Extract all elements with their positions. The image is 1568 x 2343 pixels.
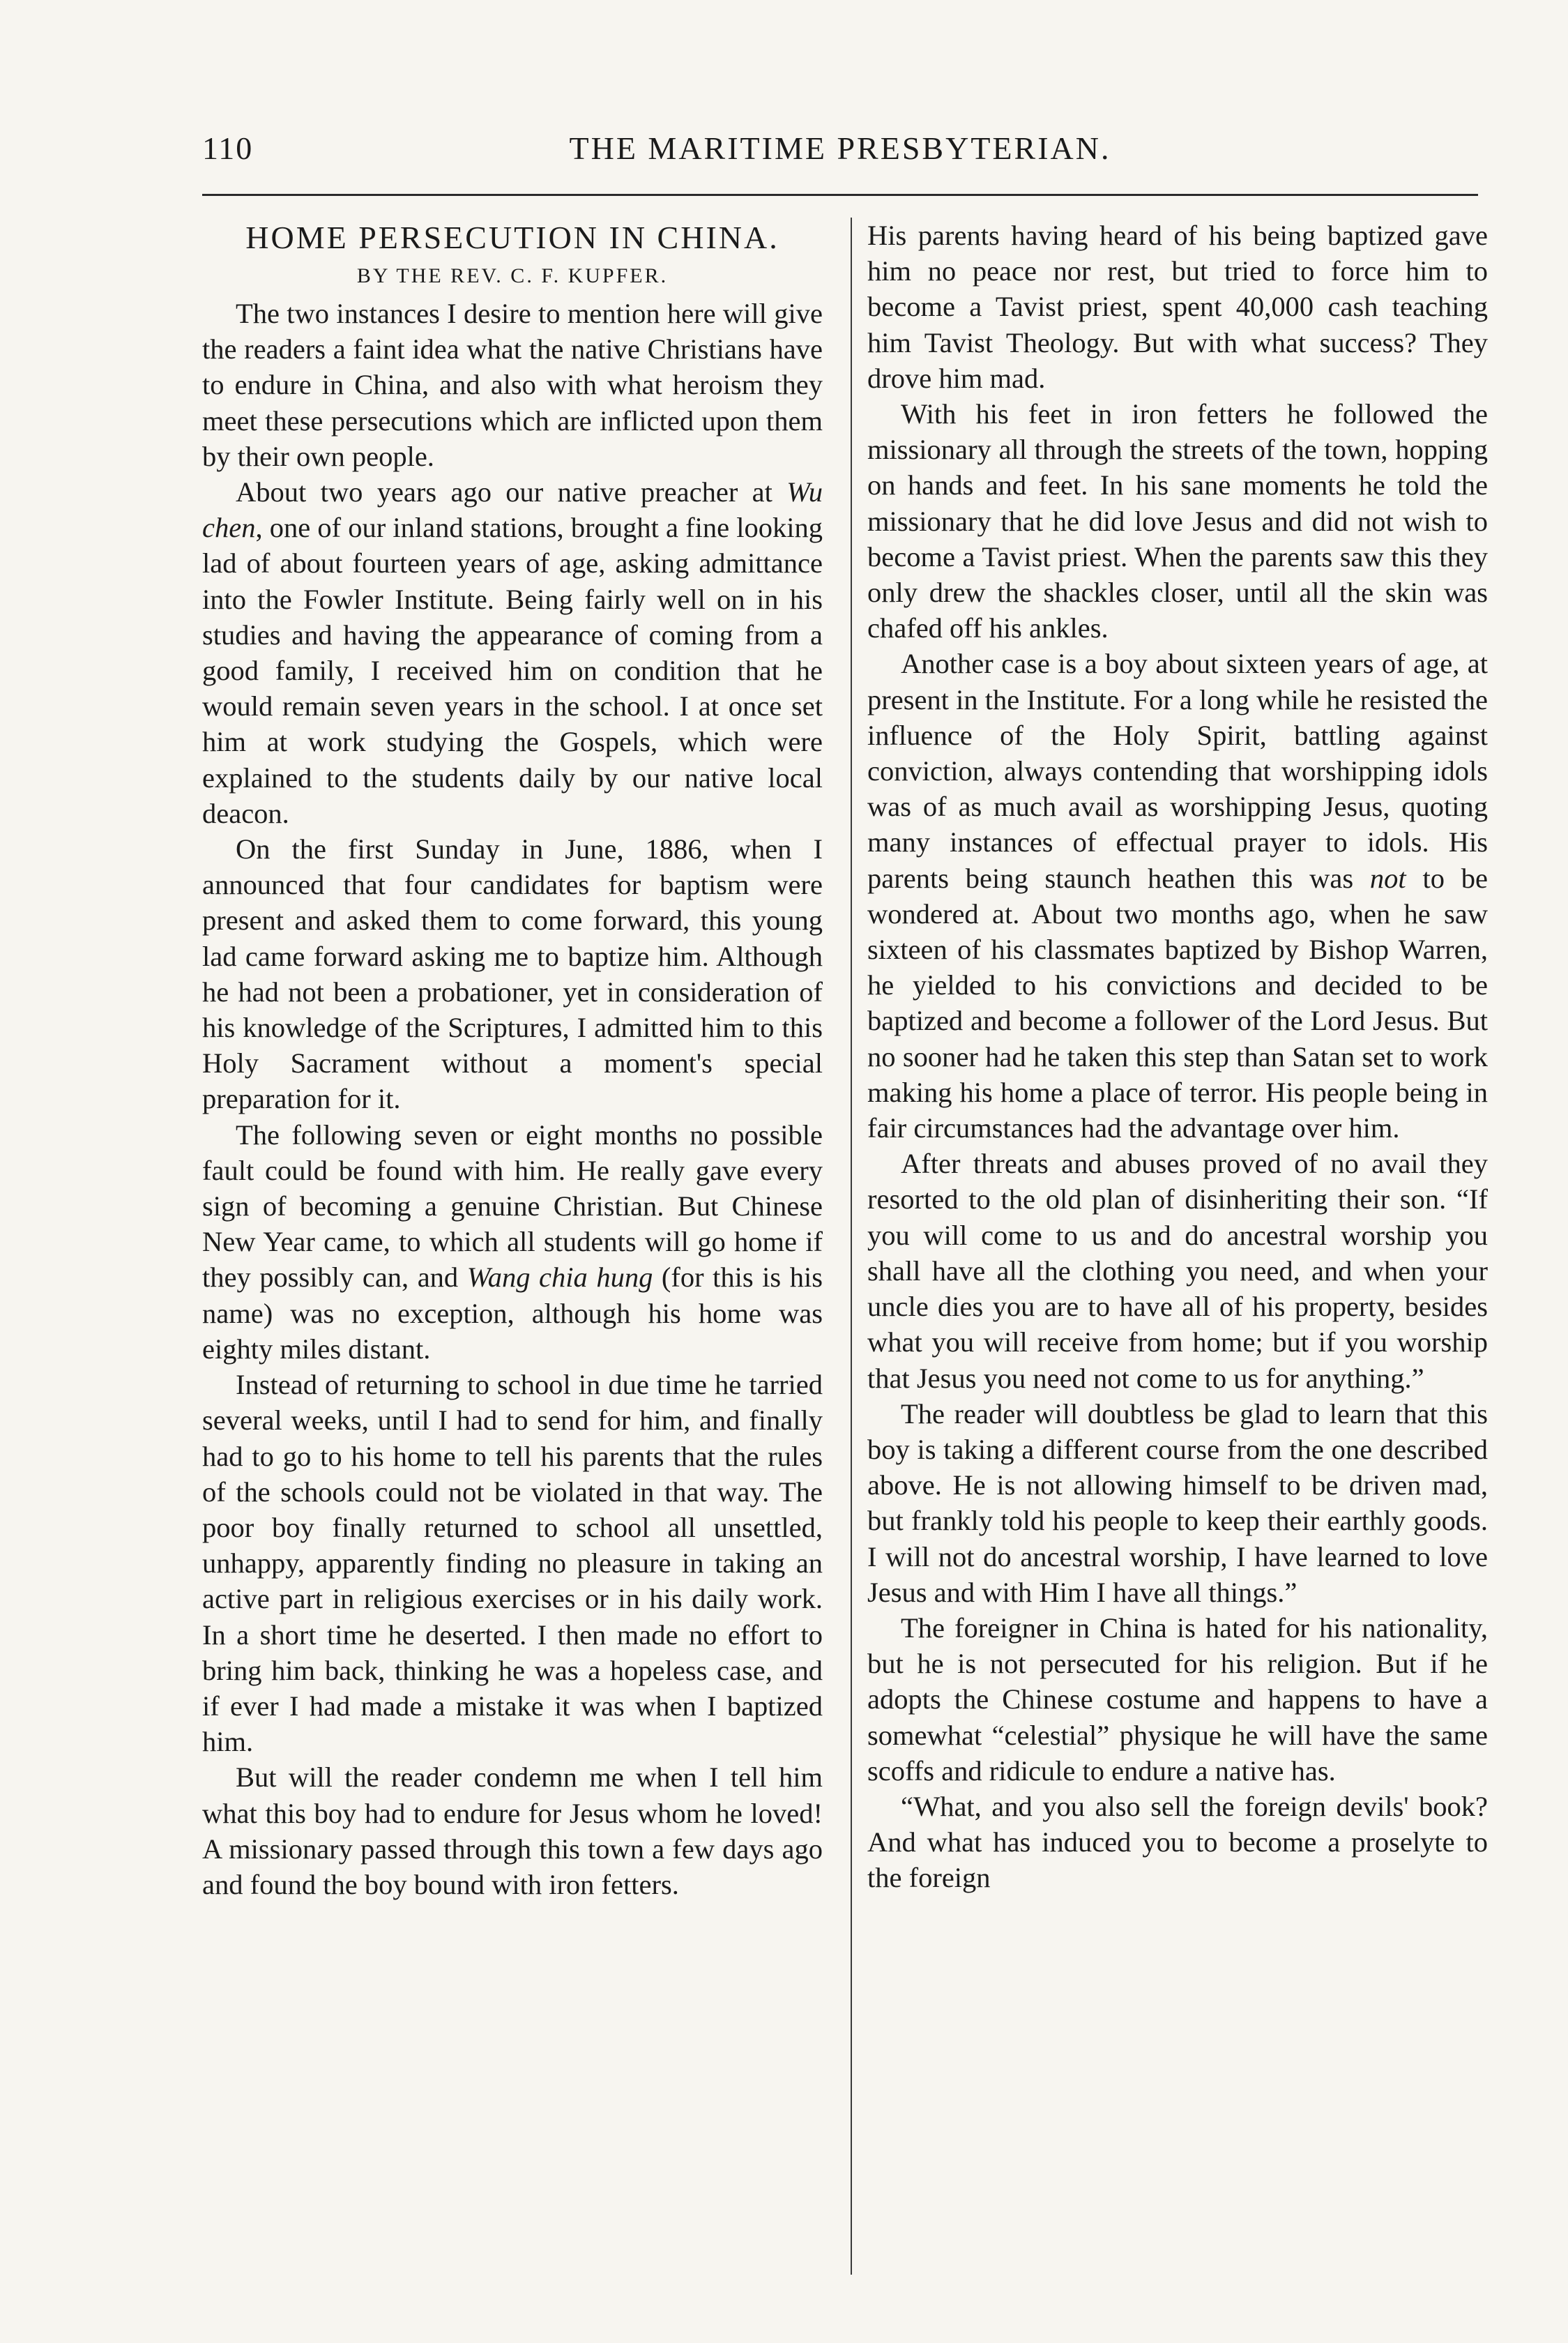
column-divider <box>851 218 852 2275</box>
paragraph: “What, and you also sell the foreign devils' book? And what has induced you to become a proselyte to the foreign <box>867 1790 1488 1894</box>
paragraph: After threats and abuses proved of no avail they resorted to the old plan of disinheriting their son. “If you will come to us and do ancestral worship you shall have all the clothing you need, and when your uncle dies you are to have all of his property, besides what you will receive from home; but if you worship that Jesus you need not come to us for anything.” <box>867 1148 1488 1394</box>
page-header <box>202 130 1478 179</box>
paragraph: The foreigner in China is hated for his nationality, but he is not persecuted for his religion. But if he adopts the Chinese costume and happens to have a somewhat “celestial” physique he will have the same scoffs and ridicule to endure a native has. <box>867 1612 1488 1787</box>
paragraph: Instead of returning to school in due time he tarried several weeks, until I had to send for him, and finally had to go to his home to tell his parents that the rules of the schools could not be violated in that way. The poor boy finally returned to school all unsettled, unhappy, apparently finding no pleasure in taking an active part in religious exercises or in his daily work. In a short time he deserted. I then made no effort to bring him back, thinking he was a hopeless case, and if ever I had made a mistake it was when I baptized him. <box>202 1369 823 1758</box>
emphasis: not <box>1369 862 1406 894</box>
text-run: The following seven or eight months no possible fault could be found with him. He really gave every sign of becoming a genuine Christian. But Chinese New Year came, to which all students will go home if they possibly can, and <box>202 1119 823 1294</box>
article-title: HOME PERSECUTION IN CHINA. <box>245 220 779 255</box>
text-run: , one of our inland stations, brought a fine looking lad of about fourteen years of age, asking admittance into the Fowler Institute. Being fairly well on in his studies and having the appearance of coming from a good family, I received him on condition that he would remain seven years in the school. I at once set him at work studying the Gospels, which were explained to the students daily by our native local deacon. <box>202 512 823 829</box>
article-byline: BY THE REV. C. F. KUPFER. <box>356 264 669 287</box>
paragraph: The reader will doubtless be glad to learn that this boy is taking a different course from the one described above. He is not allowing himself to be driven mad, but frankly told his people to keep their earthly goods. I will not do ancestral worship, I have learned to love Jesus and with Him I have all things.” <box>867 1397 1488 1608</box>
text-run: Another case is a boy about sixteen years of age, at present in the Institute. For a long while he resisted the influence of the Holy Spirit, battling against conviction, always contending that worshipping idols was of as much avail as worshipping Jesus, quoting many instances of effectual prayer to idols. His parents being staunch heathen this was <box>867 648 1488 894</box>
paragraph: The two instances I desire to mention here will give the readers a faint idea what the native Christians have to endure in China, and also with what heroism they meet these persecutions which are inflicted upon them by their own people. <box>202 298 823 472</box>
running-title: THE MARITIME PRESBYTERIAN. <box>569 130 1111 166</box>
text-run: (for this is his name) was no exception, although his home was eighty miles distant. <box>202 1261 823 1365</box>
text-run: to be wondered at. About two months ago, when he saw sixteen of his classmates baptized by Bishop Warren, he yielded to his convictions and decided to be baptized and become a follower of the Lord Jesus. But no sooner had he taken this step than Satan set to work making his home a place of terror. His people being in fair circumstances had the advantage over him. <box>867 862 1488 1144</box>
person-name: Wang chia hung <box>466 1261 653 1294</box>
paragraph: But will the reader condemn me when I tell him what this boy had to endure for Jesus whom he loved! A missionary passed through this town a few days ago and found the boy bound with iron fetters. <box>202 1761 823 1900</box>
paragraph: On the first Sunday in June, 1886, when I announced that four candidates for baptism were present and asked them to come forward, this young lad came forward asking me to baptize him. Although he had not been a probationer, yet in consideration of his knowledge of the Scriptures, I admitted him to this Holy Sacrament without a moment's special preparation for it. <box>202 833 823 1115</box>
place-name: Wu chen <box>202 476 823 544</box>
paragraph: With his feet in iron fetters he followed the missionary all through the streets of the town, hopping on hands and feet. In his sane moments he told the missionary that he did love Jesus and did not wish to become a Tavist priest. When the parents saw this they only drew the shackles closer, until all the skin was chafed off his ankles. <box>867 398 1488 644</box>
page-number: 110 <box>202 130 254 166</box>
paragraph <box>202 1117 823 1367</box>
right-column <box>867 218 1488 1896</box>
paragraph: His parents having heard of his being baptized gave him no peace nor rest, but tried to force him to become a Tavist priest, spent 40,000 cash teaching him Tavist Theology. But with what success? They drove him mad. <box>867 220 1488 394</box>
paragraph <box>202 474 823 831</box>
left-column <box>202 218 823 1902</box>
paragraph <box>867 646 1488 1146</box>
header-rule <box>202 194 1478 196</box>
text-run: About two years ago our native preacher at <box>236 476 787 508</box>
